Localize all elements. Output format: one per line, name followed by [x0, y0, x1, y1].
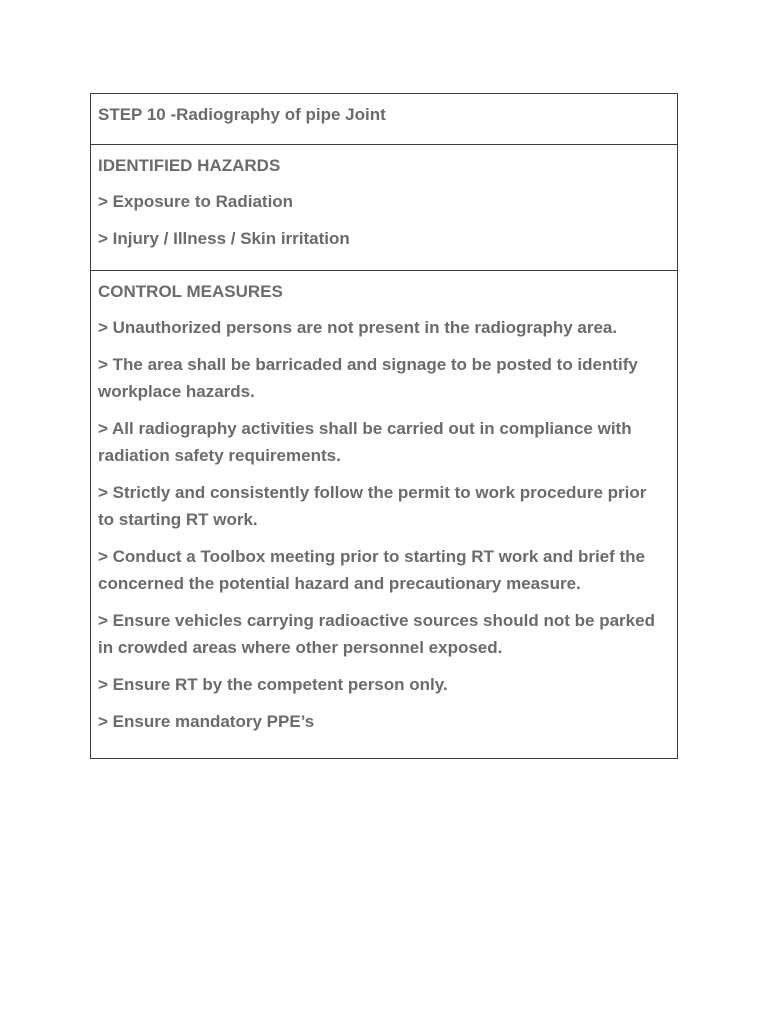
- control-item: > Unauthorized persons are not present in the radiography area.: [98, 318, 618, 337]
- control-item: > Ensure RT by the competent person only.: [98, 675, 448, 694]
- hazards-list: [98, 188, 665, 252]
- hazards-cell: [91, 145, 678, 271]
- controls-heading: CONTROL MEASURES: [98, 282, 283, 301]
- controls-cell: [91, 271, 678, 759]
- hazard-item: > Injury / Illness / Skin irritation: [98, 229, 350, 248]
- control-item: > The area shall be barricaded and signage to be posted to identify workplace hazards.: [98, 355, 638, 401]
- control-item: > Ensure mandatory PPE’s: [98, 712, 315, 731]
- control-item: > Conduct a Toolbox meeting prior to starting RT work and brief the concerned the potential hazard and precautionary measure.: [98, 547, 646, 593]
- controls-list: [98, 314, 665, 735]
- step-title: STEP 10 -Radiography of pipe Joint: [98, 105, 386, 124]
- title-row: [91, 94, 678, 145]
- hazards-row: [91, 145, 678, 271]
- control-item: > All radiography activities shall be carried out in compliance with radiation safety requirements.: [98, 419, 632, 465]
- title-cell: [91, 94, 678, 145]
- controls-row: [91, 271, 678, 759]
- hazard-item: > Exposure to Radiation: [98, 192, 294, 211]
- control-item: > Strictly and consistently follow the permit to work procedure prior to starting RT work.: [98, 483, 647, 529]
- hazard-table: [90, 93, 678, 759]
- hazards-heading: IDENTIFIED HAZARDS: [98, 156, 281, 175]
- control-item: > Ensure vehicles carrying radioactive sources should not be parked in crowded areas where other personnel exposed.: [98, 611, 655, 657]
